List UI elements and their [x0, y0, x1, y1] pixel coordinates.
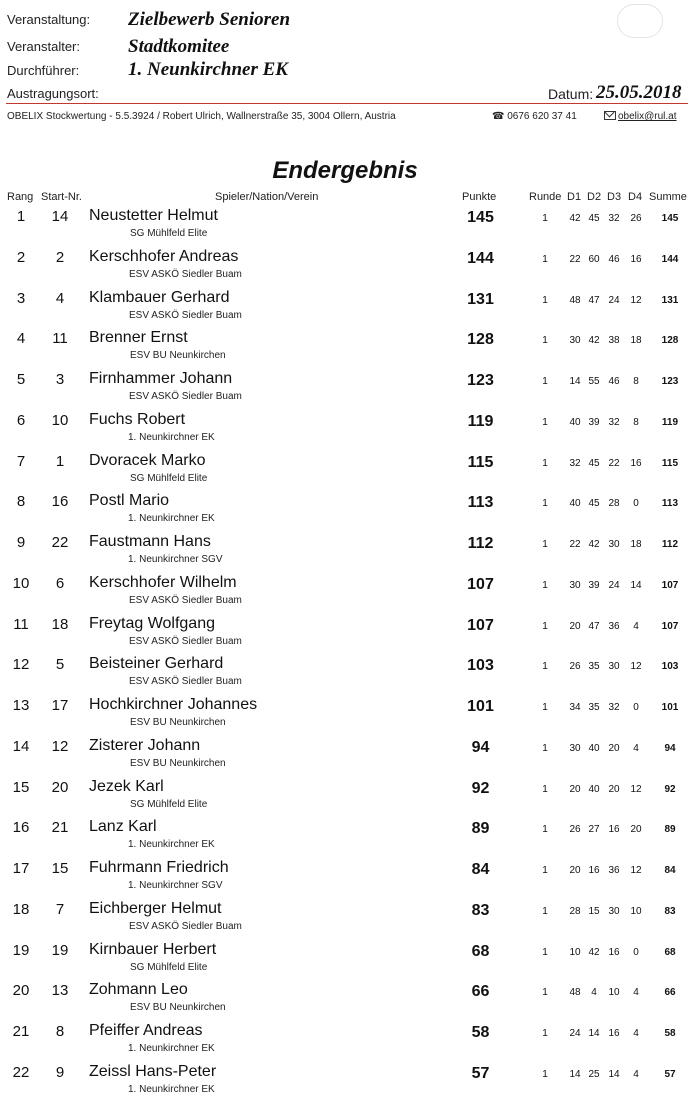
table-row — [0, 284, 700, 324]
cell-club: ESV ASKÖ Siedler Buam — [129, 391, 242, 402]
cell-summe: 107 — [661, 579, 679, 591]
cell-runde: 1 — [542, 905, 548, 917]
cell-rang: 7 — [16, 452, 26, 470]
cell-name: Zohmann Leo — [89, 981, 188, 999]
cell-summe: 58 — [664, 1028, 676, 1039]
table-row — [0, 365, 700, 405]
phone-contact — [492, 111, 577, 122]
table-row — [0, 854, 700, 894]
cell-d4: 8 — [633, 416, 639, 428]
cell-d1: 14 — [569, 376, 581, 387]
cell-d4: 0 — [633, 946, 639, 958]
cell-start: 5 — [55, 656, 65, 674]
cell-d3: 20 — [608, 783, 620, 795]
cell-d1: 48 — [569, 294, 581, 306]
cell-punkte: 107 — [467, 575, 494, 593]
cell-d3: 46 — [608, 376, 620, 387]
veranstalter-label: Veranstalter: — [7, 39, 80, 54]
cell-d3: 32 — [608, 702, 620, 713]
cell-summe: 107 — [661, 620, 679, 632]
software-info: OBELIX Stockwertung - 5.5.3924 / Robert Ulrich, Wallnerstraße 35, 3004 Ollern, Austria — [7, 111, 396, 122]
cell-d1: 22 — [569, 253, 581, 265]
austragungsort-label: Austragungsort: — [7, 86, 99, 101]
table-row — [0, 202, 700, 242]
cell-d2: 60 — [588, 253, 600, 265]
durchfuehrer-value: 1. Neunkirchner EK — [128, 59, 288, 80]
table-row — [0, 406, 700, 446]
cell-d4: 12 — [630, 661, 642, 673]
cell-d1: 28 — [569, 905, 581, 917]
cell-rang: 13 — [12, 697, 30, 714]
cell-name: Postl Mario — [89, 492, 170, 510]
cell-rang: 10 — [12, 574, 30, 592]
cell-runde: 1 — [542, 1028, 548, 1039]
cell-runde: 1 — [542, 579, 548, 591]
cell-start: 22 — [51, 534, 69, 551]
cell-punkte: 123 — [467, 372, 494, 389]
cell-rang: 18 — [12, 900, 30, 918]
cell-club: 1. Neunkirchner EK — [128, 839, 215, 851]
cell-d1: 48 — [569, 987, 581, 999]
cell-d2: 42 — [588, 539, 600, 550]
cell-runde: 1 — [542, 824, 548, 836]
cell-d1: 34 — [569, 702, 581, 713]
cell-runde: 1 — [542, 742, 548, 754]
cell-rang: 4 — [16, 330, 26, 348]
cell-d3: 46 — [608, 253, 620, 265]
cell-d1: 30 — [569, 579, 581, 591]
cell-d3: 24 — [608, 294, 620, 306]
cell-d4: 16 — [630, 457, 642, 469]
cell-d4: 12 — [630, 783, 642, 795]
cell-d2: 42 — [588, 946, 600, 958]
cell-d4: 4 — [633, 620, 639, 632]
cell-summe: 144 — [661, 253, 679, 265]
cell-summe: 66 — [664, 987, 676, 999]
envelope-icon — [604, 111, 616, 120]
cell-summe: 128 — [661, 335, 679, 347]
col-header-runde: Runde — [529, 191, 562, 203]
cell-club: 1. Neunkirchner SGV — [128, 554, 223, 565]
veranstaltung-label: Veranstaltung: — [7, 12, 91, 27]
cell-rang: 16 — [12, 819, 30, 837]
table-row — [0, 895, 700, 935]
cell-start: 20 — [51, 778, 69, 796]
cell-club: SG Mühlfeld Elite — [130, 798, 208, 810]
table-row — [0, 610, 700, 650]
table-row — [0, 528, 700, 568]
cell-name: Neustetter Helmut — [89, 207, 218, 224]
cell-runde: 1 — [542, 865, 548, 876]
cell-rang: 22 — [12, 1063, 30, 1081]
cell-punkte: 66 — [471, 983, 490, 1001]
cell-rang: 20 — [12, 982, 30, 1000]
cell-summe: 92 — [664, 783, 676, 795]
cell-d2: 45 — [588, 457, 600, 469]
cell-d3: 30 — [608, 661, 620, 673]
cell-runde: 1 — [542, 498, 548, 510]
cell-start: 10 — [51, 411, 69, 429]
col-header-d4: D4 — [628, 191, 643, 203]
cell-name: Faustmann Hans — [89, 533, 211, 550]
cell-runde: 1 — [542, 457, 548, 469]
cell-club: 1. Neunkirchner EK — [128, 1083, 215, 1095]
cell-rang: 6 — [16, 411, 26, 429]
cell-d2: 15 — [588, 905, 600, 917]
cell-d1: 20 — [569, 620, 581, 632]
table-row — [0, 732, 700, 772]
cell-d3: 36 — [608, 865, 620, 876]
cell-summe: 119 — [661, 416, 679, 428]
durchfuehrer-label: Durchführer: — [7, 63, 80, 78]
cell-d2: 47 — [588, 620, 600, 632]
col-header-spieler: Spieler/Nation/Verein — [215, 191, 319, 203]
cell-club: SG Mühlfeld Elite — [130, 228, 208, 239]
cell-start: 17 — [51, 697, 69, 714]
cell-name: Fuchs Robert — [89, 410, 186, 428]
cell-d3: 24 — [608, 579, 620, 591]
cell-punkte: 113 — [467, 494, 494, 512]
cell-d4: 12 — [630, 865, 642, 876]
cell-club: 1. Neunkirchner SGV — [128, 880, 223, 891]
cell-d3: 10 — [608, 987, 620, 999]
cell-runde: 1 — [542, 783, 548, 795]
cell-d2: 35 — [588, 661, 600, 673]
cell-d2: 16 — [588, 865, 600, 876]
table-row — [0, 691, 700, 731]
cell-d2: 42 — [588, 335, 600, 347]
cell-punkte: 128 — [467, 331, 494, 349]
cell-name: Firnhammer Johann — [89, 370, 233, 387]
cell-summe: 145 — [661, 213, 679, 224]
cell-d4: 18 — [630, 539, 642, 550]
cell-d2: 14 — [588, 1028, 600, 1039]
cell-d2: 40 — [588, 783, 600, 795]
cell-punkte: 103 — [467, 657, 494, 675]
cell-club: ESV ASKÖ Siedler Buam — [129, 676, 242, 688]
col-header-start: Start-Nr. — [41, 191, 82, 203]
cell-d3: 32 — [608, 416, 620, 428]
cell-name: Brenner Ernst — [89, 329, 188, 347]
cell-punkte: 144 — [467, 249, 494, 267]
cell-start: 2 — [55, 248, 65, 266]
cell-d1: 32 — [569, 457, 581, 469]
cell-runde: 1 — [542, 213, 548, 224]
cell-d1: 24 — [569, 1028, 581, 1039]
cell-club: ESV BU Neunkirchen — [130, 757, 226, 769]
cell-d4: 16 — [630, 253, 642, 265]
veranstaltung-value: Zielbewerb Senioren — [128, 9, 291, 30]
cell-d1: 42 — [569, 213, 581, 224]
cell-rang: 17 — [12, 860, 30, 877]
cell-d3: 20 — [608, 742, 620, 754]
datum-value: 25.05.2018 — [596, 82, 682, 103]
cell-club: ESV ASKÖ Siedler Buam — [129, 594, 242, 606]
cell-d2: 45 — [588, 213, 600, 224]
col-header-rang: Rang — [7, 191, 34, 203]
cell-punkte: 92 — [471, 779, 490, 797]
cell-punkte: 57 — [471, 1064, 490, 1082]
cell-d2: 27 — [588, 824, 600, 836]
cell-start: 4 — [55, 289, 65, 307]
cell-summe: 113 — [661, 498, 679, 510]
cell-start: 13 — [51, 982, 69, 1000]
cell-club: 1. Neunkirchner EK — [128, 1043, 215, 1054]
cell-club: ESV BU Neunkirchen — [130, 1002, 226, 1014]
cell-d4: 4 — [633, 742, 639, 754]
cell-rang: 3 — [16, 289, 26, 307]
cell-rang: 8 — [16, 493, 26, 511]
table-row — [0, 936, 700, 976]
cell-d1: 30 — [569, 335, 581, 347]
cell-d2: 47 — [588, 294, 600, 306]
cell-start: 21 — [51, 819, 69, 837]
cell-d2: 25 — [588, 1068, 600, 1080]
col-header-d1: D1 — [567, 191, 582, 203]
table-row — [0, 487, 700, 527]
cell-runde: 1 — [542, 253, 548, 265]
cell-start: 7 — [55, 900, 65, 918]
cell-runde: 1 — [542, 294, 548, 306]
cell-club: ESV BU Neunkirchen — [130, 350, 226, 362]
cell-d4: 18 — [630, 335, 642, 347]
cell-club: ESV BU Neunkirchen — [130, 717, 226, 728]
cell-name: Zisterer Johann — [89, 736, 201, 754]
cell-summe: 84 — [664, 865, 676, 876]
table-row — [0, 243, 700, 283]
cell-club: 1. Neunkirchner EK — [128, 431, 215, 443]
cell-name: Zeissl Hans-Peter — [89, 1062, 217, 1080]
cell-rang: 21 — [12, 1023, 30, 1040]
cell-d4: 0 — [633, 702, 639, 713]
cell-name: Jezek Karl — [89, 777, 164, 795]
cell-summe: 57 — [664, 1068, 676, 1080]
cell-punkte: 84 — [471, 861, 490, 878]
cell-rang: 11 — [13, 615, 29, 633]
cell-punkte: 68 — [471, 942, 490, 960]
cell-summe: 101 — [661, 702, 679, 713]
cell-d1: 40 — [569, 416, 581, 428]
table-row — [0, 813, 700, 853]
table-row — [0, 1017, 700, 1057]
cell-d1: 14 — [569, 1068, 581, 1080]
cell-rang: 1 — [16, 208, 26, 225]
cell-d2: 4 — [591, 987, 597, 999]
cell-summe: 103 — [661, 661, 679, 673]
veranstalter-value: Stadtkomitee — [128, 36, 230, 57]
cell-d3: 22 — [608, 457, 620, 469]
table-row — [0, 569, 700, 609]
cell-club: 1. Neunkirchner EK — [128, 513, 215, 525]
cell-punkte: 83 — [471, 901, 490, 919]
cell-d1: 20 — [569, 783, 581, 795]
cell-name: Klambauer Gerhard — [89, 288, 230, 306]
table-row — [0, 1058, 700, 1098]
cell-d2: 45 — [588, 498, 600, 510]
cell-d4: 4 — [633, 1028, 639, 1039]
cell-d3: 16 — [608, 824, 620, 836]
table-row — [0, 773, 700, 813]
cell-d1: 40 — [569, 498, 581, 510]
cell-d3: 38 — [608, 335, 620, 347]
cell-name: Kerschhofer Andreas — [89, 247, 239, 265]
cell-start: 6 — [55, 574, 65, 592]
cell-start: 19 — [51, 941, 69, 959]
cell-summe: 83 — [664, 905, 676, 917]
cell-rang: 5 — [16, 371, 26, 388]
cell-punkte: 131 — [467, 290, 494, 308]
cell-name: Pfeiffer Andreas — [89, 1022, 203, 1039]
cell-name: Fuhrmann Friedrich — [89, 859, 229, 876]
cell-d3: 16 — [608, 1028, 620, 1039]
datum-label: Datum: — [548, 86, 594, 102]
cell-d1: 20 — [569, 865, 581, 876]
cell-name: Freytag Wolfgang — [89, 614, 215, 632]
cell-rang: 14 — [12, 737, 30, 755]
table-row — [0, 447, 700, 487]
cell-d2: 55 — [588, 376, 600, 387]
cell-start: 15 — [51, 860, 69, 877]
cell-d2: 39 — [588, 579, 600, 591]
cell-summe: 89 — [664, 824, 676, 836]
cell-punkte: 58 — [471, 1024, 490, 1041]
cell-summe: 131 — [661, 294, 679, 306]
page-corner-decoration — [617, 4, 663, 38]
cell-runde: 1 — [542, 335, 548, 347]
cell-runde: 1 — [542, 416, 548, 428]
cell-d4: 10 — [630, 905, 642, 917]
cell-d2: 39 — [588, 416, 600, 428]
cell-d3: 36 — [608, 620, 620, 632]
cell-d4: 20 — [630, 824, 642, 836]
cell-punkte: 119 — [467, 412, 494, 430]
cell-d1: 22 — [569, 539, 581, 550]
cell-d3: 28 — [608, 498, 620, 510]
cell-start: 11 — [52, 330, 68, 348]
cell-name: Eichberger Helmut — [89, 899, 222, 917]
cell-runde: 1 — [542, 539, 548, 550]
cell-name: Dvoracek Marko — [89, 451, 206, 469]
cell-start: 8 — [55, 1023, 65, 1040]
cell-d4: 12 — [630, 294, 642, 306]
cell-d2: 40 — [588, 742, 600, 754]
header-divider — [6, 103, 688, 104]
cell-punkte: 107 — [467, 616, 494, 634]
col-header-d3: D3 — [607, 191, 622, 203]
cell-d1: 30 — [569, 742, 581, 754]
email-address: obelix@rul.at — [618, 111, 677, 122]
cell-summe: 123 — [661, 376, 679, 387]
col-header-d2: D2 — [587, 191, 602, 203]
cell-club: SG Mühlfeld Elite — [130, 472, 208, 484]
cell-club: ESV ASKÖ Siedler Buam — [129, 268, 242, 280]
phone-number: 0676 620 37 41 — [507, 111, 577, 122]
table-row — [0, 650, 700, 690]
cell-summe: 94 — [664, 742, 676, 754]
cell-club: ESV ASKÖ Siedler Buam — [129, 635, 242, 647]
page-title: Endergebnis — [272, 157, 418, 184]
cell-d4: 26 — [630, 213, 642, 224]
cell-name: Kerschhofer Wilhelm — [89, 573, 237, 591]
cell-punkte: 145 — [467, 209, 494, 226]
phone-icon: ☎ — [492, 111, 505, 122]
cell-d3: 32 — [608, 213, 620, 224]
cell-name: Beisteiner Gerhard — [89, 655, 224, 673]
col-header-punkte: Punkte — [462, 191, 497, 203]
cell-d2: 35 — [588, 702, 600, 713]
cell-rang: 19 — [12, 941, 30, 959]
cell-start: 14 — [51, 208, 69, 225]
cell-name: Hochkirchner Johannes — [89, 696, 258, 713]
cell-club: SG Mühlfeld Elite — [130, 961, 208, 973]
col-header-summe: Summe — [649, 191, 687, 203]
cell-start: 1 — [55, 452, 65, 470]
cell-d1: 26 — [569, 824, 581, 836]
cell-punkte: 112 — [467, 535, 494, 552]
cell-punkte: 101 — [467, 698, 494, 715]
cell-d4: 0 — [633, 498, 639, 510]
cell-d4: 4 — [633, 987, 639, 999]
cell-punkte: 94 — [471, 738, 490, 756]
cell-summe: 112 — [661, 539, 679, 550]
cell-summe: 115 — [661, 457, 679, 469]
cell-punkte: 115 — [467, 453, 494, 471]
cell-punkte: 89 — [471, 820, 490, 838]
cell-runde: 1 — [542, 702, 548, 713]
cell-runde: 1 — [542, 661, 548, 673]
cell-runde: 1 — [542, 946, 548, 958]
cell-runde: 1 — [542, 620, 548, 632]
cell-summe: 68 — [664, 946, 676, 958]
cell-d3: 16 — [608, 946, 620, 958]
cell-d3: 30 — [608, 905, 620, 917]
cell-rang: 12 — [12, 656, 30, 674]
cell-runde: 1 — [542, 376, 548, 387]
cell-start: 18 — [51, 615, 69, 633]
cell-rang: 9 — [16, 534, 26, 551]
cell-club: ESV ASKÖ Siedler Buam — [129, 309, 242, 321]
cell-start: 3 — [55, 371, 65, 388]
cell-runde: 1 — [542, 1068, 548, 1080]
email-contact — [604, 111, 677, 122]
cell-d1: 10 — [569, 946, 581, 958]
cell-rang: 15 — [12, 778, 30, 796]
cell-start: 9 — [55, 1063, 65, 1081]
table-row — [0, 976, 700, 1016]
cell-runde: 1 — [542, 987, 548, 999]
cell-d3: 30 — [608, 539, 620, 550]
cell-name: Lanz Karl — [89, 818, 157, 836]
cell-d3: 14 — [608, 1068, 620, 1080]
cell-name: Kirnbauer Herbert — [89, 940, 217, 958]
cell-d4: 8 — [633, 376, 639, 387]
cell-start: 16 — [51, 493, 69, 511]
cell-d4: 4 — [633, 1068, 639, 1080]
table-row — [0, 324, 700, 364]
cell-rang: 2 — [16, 248, 26, 266]
cell-d4: 14 — [630, 579, 642, 591]
cell-d1: 26 — [569, 661, 581, 673]
cell-club: ESV ASKÖ Siedler Buam — [129, 920, 242, 932]
cell-start: 12 — [51, 737, 69, 755]
